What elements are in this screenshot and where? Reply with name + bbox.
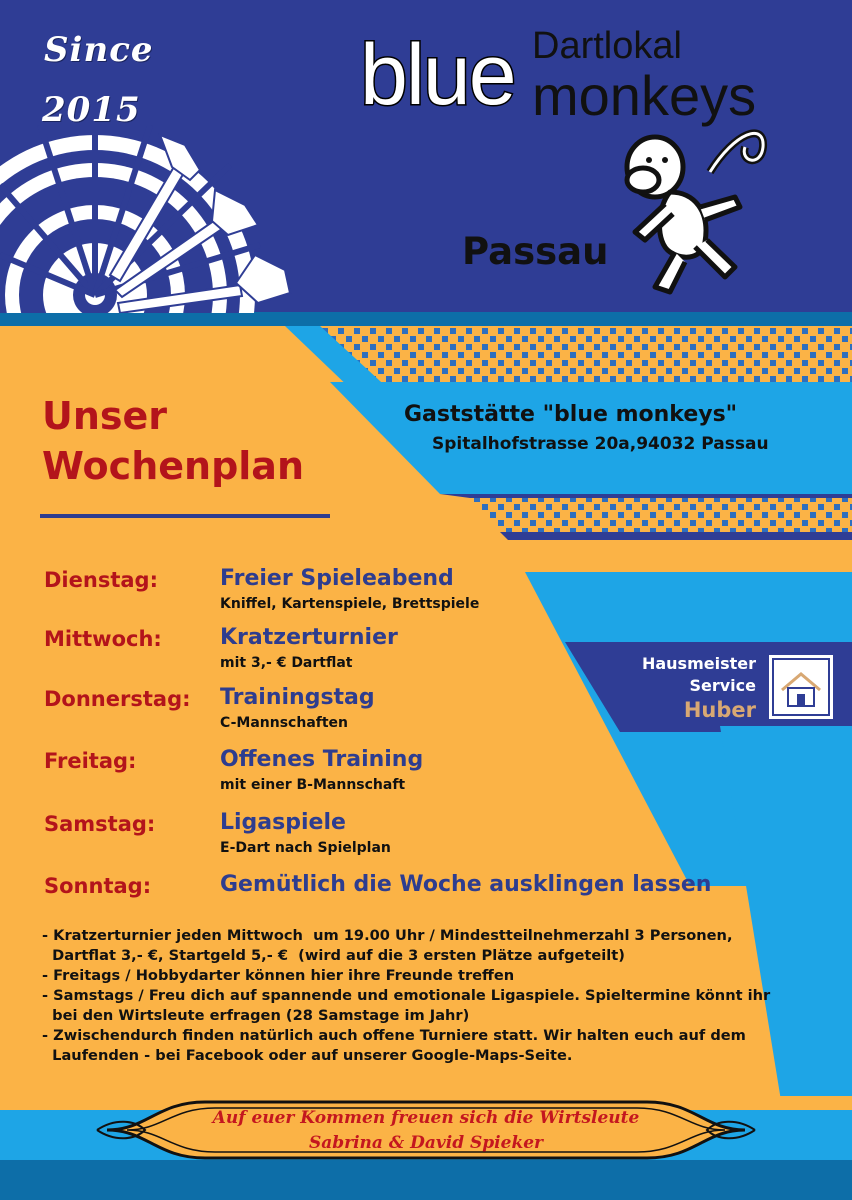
schedule-day: Donnerstag: bbox=[44, 687, 191, 711]
monkey-logo-icon bbox=[615, 112, 775, 302]
note-line: - Zwischendurch finden natürlich auch offene Turniere statt. Wir halten euch auf dem bbox=[42, 1027, 746, 1044]
venue-address: Spitalhofstrasse 20a,94032 Passau bbox=[432, 434, 769, 454]
schedule-event: Offenes Training bbox=[220, 747, 424, 772]
schedule-detail: E-Dart nach Spielplan bbox=[220, 840, 391, 856]
schedule-event: Trainingstag bbox=[220, 685, 375, 710]
plan-title-line2: Wochenplan bbox=[42, 444, 304, 488]
schedule-day: Freitag: bbox=[44, 749, 137, 773]
footer-line1: Auf euer Kommen freuen sich die Wirtsleute bbox=[212, 1108, 640, 1128]
sponsor-line3: Huber bbox=[683, 698, 756, 722]
schedule-detail: mit 3,- € Dartflat bbox=[220, 655, 353, 671]
schedule-detail: Kniffel, Kartenspiele, Brettspiele bbox=[220, 596, 480, 612]
schedule-event: Ligaspiele bbox=[220, 810, 346, 835]
dartboard-icon bbox=[0, 125, 300, 320]
house-logo-icon bbox=[768, 654, 834, 720]
schedule-detail: C-Mannschaften bbox=[220, 715, 349, 731]
note-line: - Samstags / Freu dich auf spannende und emotionale Ligaspiele. Spieltermine könnt ihr bbox=[42, 987, 771, 1004]
note-line: - Freitags / Hobbydarter können hier ihre Freunde treffen bbox=[42, 967, 515, 984]
note-line: Laufenden - bei Facebook oder auf unserer Google-Maps-Seite. bbox=[42, 1047, 573, 1064]
schedule-event: Freier Spieleabend bbox=[220, 566, 454, 591]
schedule-day: Mittwoch: bbox=[44, 627, 162, 651]
sponsor-line2: Service bbox=[689, 676, 756, 695]
schedule-day: Dienstag: bbox=[44, 568, 158, 592]
brand-monkeys: monkeys bbox=[532, 64, 757, 127]
note-line: bei den Wirtsleute erfragen (28 Samstage im Jahr) bbox=[42, 1007, 470, 1024]
since-year: 2015 bbox=[42, 90, 141, 130]
schedule-event: Kratzerturnier bbox=[220, 625, 398, 650]
since-label: Since bbox=[44, 30, 154, 70]
footer-line2: Sabrina & David Spieker bbox=[308, 1133, 544, 1153]
brand-name-blue: blue bbox=[360, 27, 515, 123]
notes-block bbox=[42, 926, 770, 1066]
schedule-detail: mit einer B-Mannschaft bbox=[220, 777, 406, 793]
plan-title-line1: Unser bbox=[42, 394, 168, 438]
title-underline bbox=[40, 514, 330, 518]
schedule-day: Sonntag: bbox=[44, 874, 152, 898]
sponsor-line1: Hausmeister bbox=[641, 654, 756, 673]
note-line: Dartflat 3,- €, Startgeld 5,- € (wird auf die 3 ersten Plätze aufgeteilt) bbox=[42, 947, 625, 964]
note-line: - Kratzerturnier jeden Mittwoch um 19.00 Uhr / Mindestteilnehmerzahl 3 Personen, bbox=[42, 927, 733, 944]
venue-name: Gaststätte "blue monkeys" bbox=[404, 402, 738, 427]
brand-dartlokal: Dartlokal bbox=[532, 25, 682, 67]
schedule-event: Gemütlich die Woche ausklingen lassen bbox=[220, 872, 712, 897]
brand-city: Passau bbox=[462, 230, 609, 273]
schedule-day: Samstag: bbox=[44, 812, 156, 836]
